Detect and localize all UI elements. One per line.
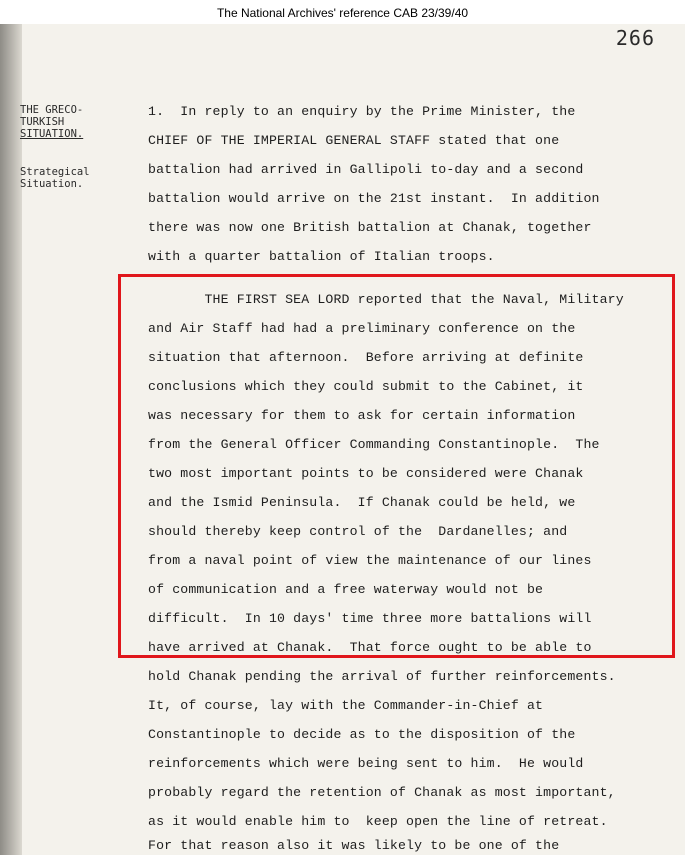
body-line: two most important points to be considered were Chanak — [148, 466, 584, 481]
body-line: It, of course, lay with the Commander-in-Chief at — [148, 698, 544, 713]
body-line: battalion would arrive on the 21st instant. In addition — [148, 191, 600, 206]
page-binding-edge — [0, 24, 22, 855]
body-line: should thereby keep control of the Dardanelles; and — [148, 524, 568, 539]
body-line: situation that afternoon. Before arriving at definite — [148, 350, 584, 365]
margin-subheading — [20, 166, 90, 190]
body-line: THE FIRST SEA LORD reported that the Naval, Military — [148, 292, 624, 307]
body-line: with a quarter battalion of Italian troops. — [148, 249, 495, 264]
body-line: and Air Staff had had a preliminary conference on the — [148, 321, 576, 336]
margin-heading-line: SITUATION. — [20, 128, 84, 140]
body-line: was necessary for them to ask for certain information — [148, 408, 576, 423]
body-line: difficult. In 10 days' time three more battalions will — [148, 611, 592, 626]
body-line: reinforcements which were being sent to him. He would — [148, 756, 584, 771]
body-line: there was now one British battalion at Chanak, together — [148, 220, 592, 235]
body-line: probably regard the retention of Chanak as most important, — [148, 785, 616, 800]
body-line: from the General Officer Commanding Constantinople. The — [148, 437, 600, 452]
body-line: from a naval point of view the maintenance of our lines — [148, 553, 592, 568]
margin-subheading-line: Situation. — [20, 178, 84, 190]
margin-heading-line: THE GRECO- — [20, 104, 84, 116]
body-line: as it would enable him to keep open the line of retreat. — [148, 814, 608, 829]
margin-heading — [20, 104, 83, 140]
body-line: 1. In reply to an enquiry by the Prime Minister, the — [148, 104, 576, 119]
body-line: of communication and a free waterway would not be — [148, 582, 544, 597]
document-page — [0, 24, 685, 855]
body-line: conclusions which they could submit to the Cabinet, it — [148, 379, 584, 394]
body-line: CHIEF OF THE IMPERIAL GENERAL STAFF stated that one — [148, 133, 560, 148]
body-line: and the Ismid Peninsula. If Chanak could be held, we — [148, 495, 576, 510]
body-line: battalion had arrived in Gallipoli to-day and a second — [148, 162, 584, 177]
body-line: hold Chanak pending the arrival of further reinforcements. — [148, 669, 616, 684]
body-line: For that reason also it was likely to be one of the — [148, 838, 560, 853]
page-number: 266 — [615, 26, 655, 50]
archive-reference: The National Archives' reference CAB 23/39/40 — [216, 6, 469, 20]
body-line: have arrived at Chanak. That force ought to be able to — [148, 640, 592, 655]
body-line: Constantinople to decide as to the disposition of the — [148, 727, 576, 742]
margin-subheading-line: Strategical — [20, 166, 90, 178]
margin-heading-line: TURKISH — [20, 116, 65, 128]
highlight-box — [118, 274, 675, 658]
